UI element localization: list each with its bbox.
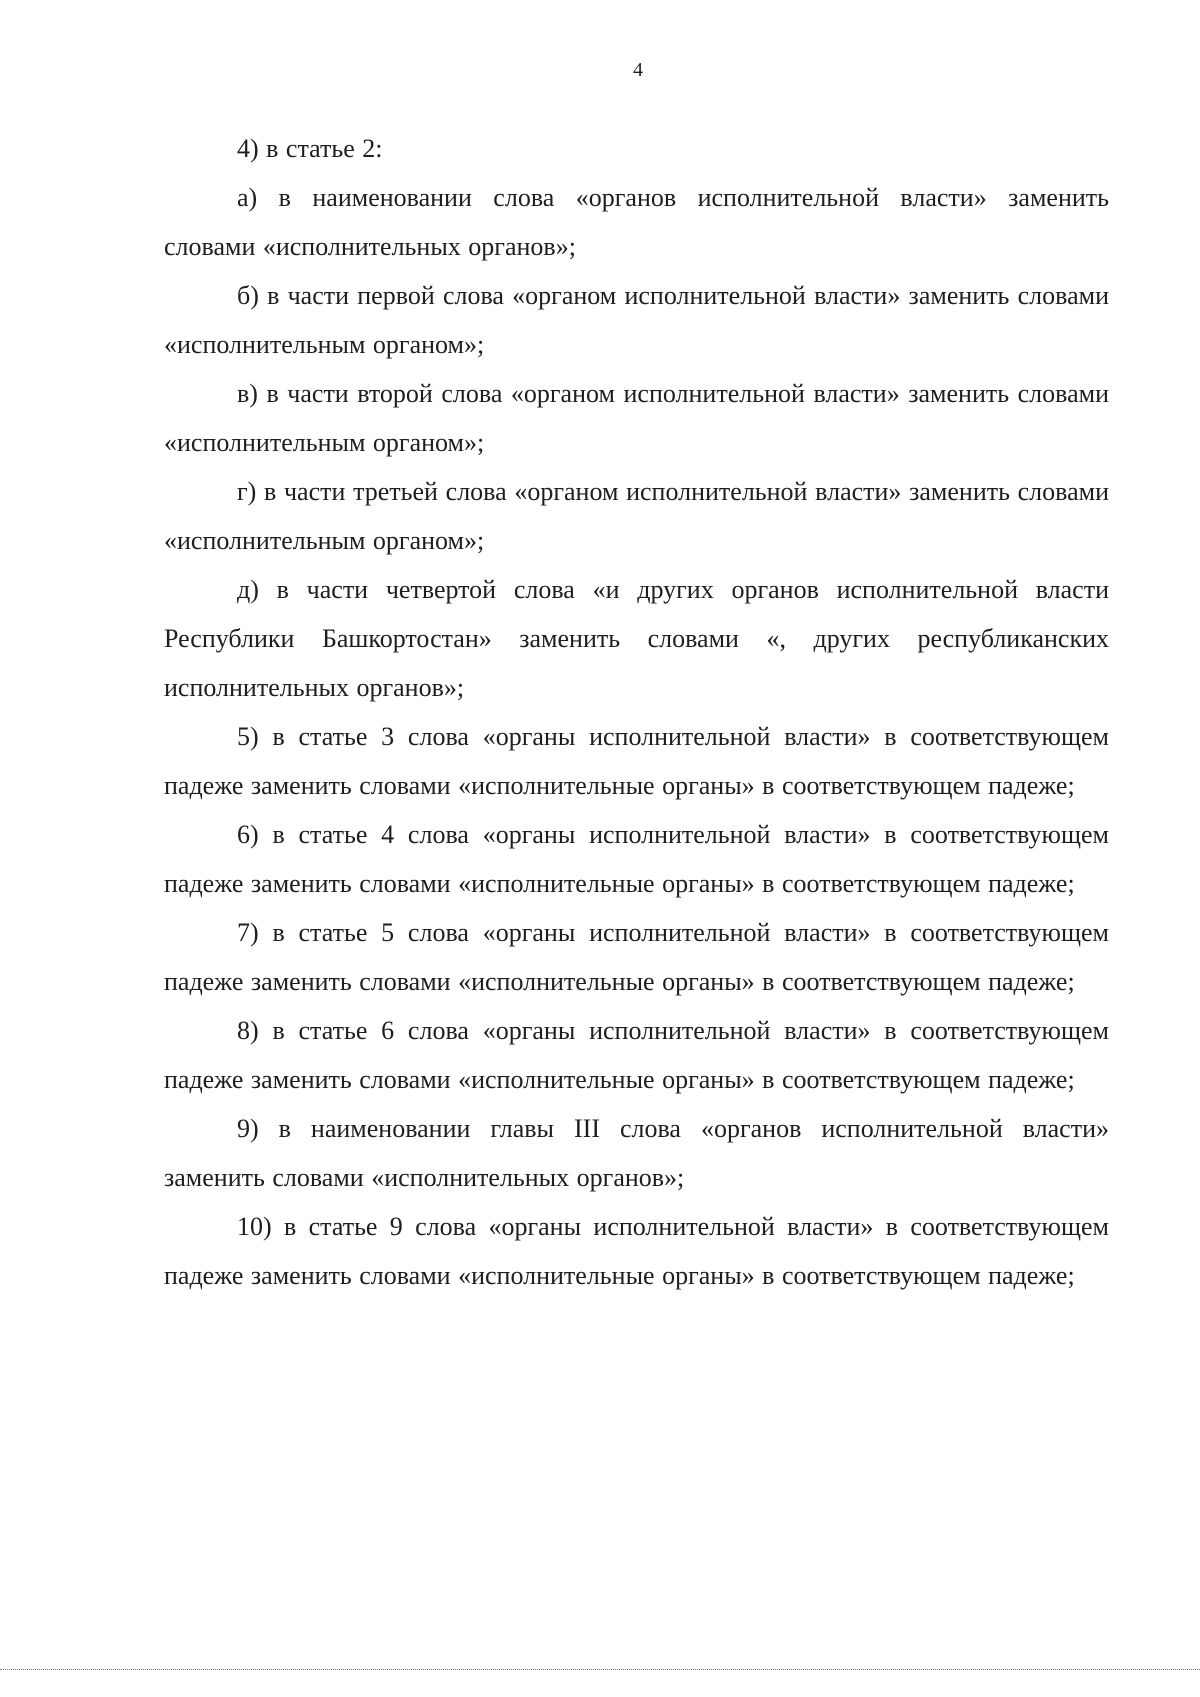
bottom-scan-edge-divider (0, 1669, 1200, 1670)
paragraph-item-7: 7) в статье 5 слова «органы исполнительной власти» в соответствующем падеже заменить словами «исполнительные органы» в соответствующем падеже; (164, 918, 1109, 996)
page-number: 4 (633, 59, 643, 81)
paragraph-item-4: 4) в статье 2: (237, 134, 383, 163)
paragraph-item-5: 5) в статье 3 слова «органы исполнительной власти» в соответствующем падеже заменить словами «исполнительные органы» в соответствующем падеже; (164, 722, 1109, 800)
paragraph-subitem-v: в) в части второй слова «органом исполнительной власти» заменить словами «исполнительным органом»; (164, 379, 1109, 457)
paragraph-subitem-b: б) в части первой слова «органом исполнительной власти» заменить словами «исполнительным органом»; (164, 281, 1109, 359)
paragraph-item-9: 9) в наименовании главы III слова «органов исполнительной власти» заменить словами «исполнительных органов»; (164, 1114, 1109, 1192)
paragraph-item-8: 8) в статье 6 слова «органы исполнительной власти» в соответствующем падеже заменить словами «исполнительные органы» в соответствующем падеже; (164, 1016, 1109, 1094)
paragraph-item-6: 6) в статье 4 слова «органы исполнительной власти» в соответствующем падеже заменить словами «исполнительные органы» в соответствующем падеже; (164, 820, 1109, 898)
document-body (164, 124, 1109, 1300)
paragraph-item-10: 10) в статье 9 слова «органы исполнительной власти» в соответствующем падеже заменить словами «исполнительные органы» в соответствующем падеже; (164, 1212, 1109, 1290)
paragraph-subitem-g: г) в части третьей слова «органом исполнительной власти» заменить словами «исполнительным органом»; (164, 477, 1109, 555)
paragraph-subitem-d: д) в части четвертой слова «и других органов исполнительной власти Республики Башкортостан» заменить словами «, других республиканских исполнительных органов»; (164, 575, 1109, 702)
paragraph-subitem-a: а) в наименовании слова «органов исполнительной власти» заменить словами «исполнительных органов»; (164, 183, 1109, 261)
